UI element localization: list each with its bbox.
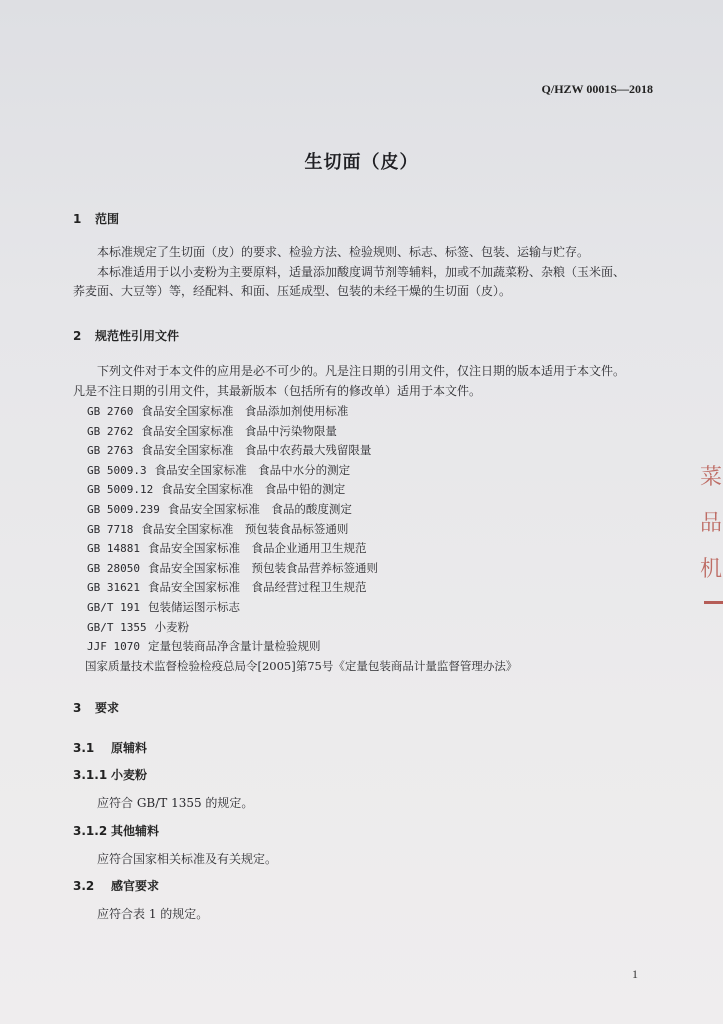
section-title: 规范性引用文件 <box>95 329 180 343</box>
reference-item: GB 5009.3 食品安全国家标准 食品中水分的测定 <box>87 462 351 477</box>
section-title: 范围 <box>95 212 120 226</box>
subsection-3-1-2-heading <box>73 822 159 839</box>
section-number: 2 <box>73 329 82 343</box>
section-3-heading <box>73 699 119 716</box>
subsection-title: 感官要求 <box>111 879 160 893</box>
paragraph-line: 本标准适用于以小麦粉为主要原料，适量添加酸度调节剂等辅料，加或不加蔬菜粉、杂粮（玉米面、 <box>97 264 626 279</box>
subsection-number: 3.1.1 <box>73 768 108 782</box>
subsection-3-1-heading <box>73 739 147 756</box>
section-title: 要求 <box>95 701 120 715</box>
subsection-number: 3.1.2 <box>73 824 108 838</box>
reference-item: GB 2762 食品安全国家标准 食品中污染物限量 <box>87 423 337 438</box>
reference-item: JJF 1070 定量包装商品净含量计量检验规则 <box>87 639 321 654</box>
reference-item: GB 31621 食品安全国家标准 食品经营过程卫生规范 <box>87 580 367 595</box>
reference-item: GB/T 1355 小麦粉 <box>87 619 190 634</box>
subsection-3-2-heading <box>73 877 159 894</box>
section-1-heading <box>73 210 119 227</box>
section-number: 3 <box>73 701 82 715</box>
section-1-body <box>73 243 658 302</box>
paragraph-line: 荞麦面、大豆等）等，经配料、和面、压延成型、包装的未经干燥的生切面（皮）。 <box>73 284 512 298</box>
subsection-title: 原辅料 <box>111 741 148 755</box>
seal-glyph: 品 <box>700 511 723 536</box>
paragraph-line: 下列文件对于本文件的应用是必不可少的。凡是注日期的引用文件，仅注日期的版本适用于本文件。 <box>97 364 626 378</box>
seal-glyph: 机 <box>700 557 723 582</box>
reference-item: GB 14881 食品安全国家标准 食品企业通用卫生规范 <box>87 541 367 556</box>
subsection-title: 小麦粉 <box>111 768 148 782</box>
reference-item: GB 28050 食品安全国家标准 预包装食品营养标签通则 <box>87 560 378 575</box>
reference-item: GB 2763 食品安全国家标准 食品中农药最大残留限量 <box>87 443 372 458</box>
seal-stamp-fragment <box>700 455 723 605</box>
reference-list <box>87 402 517 676</box>
subsection-title: 其他辅料 <box>111 824 160 838</box>
page-number: 1 <box>632 967 638 981</box>
subsection-3-1-2-text: 应符合国家相关标准及有关规定。 <box>97 852 278 866</box>
standard-code: Q/HZW 0001S—2018 <box>541 82 653 96</box>
document-title: 生切面（皮） <box>304 152 419 173</box>
subsection-3-1-1-text: 应符合 GB/T 1355 的规定。 <box>97 796 254 810</box>
reference-item: GB 5009.12 食品安全国家标准 食品中铅的测定 <box>87 482 346 497</box>
subsection-number: 3.2 <box>73 879 95 893</box>
reference-item: GB 7718 食品安全国家标准 预包装食品标签通则 <box>87 521 349 536</box>
reference-item: GB 2760 食品安全国家标准 食品添加剂使用标准 <box>87 404 349 418</box>
section-2-heading <box>73 327 179 344</box>
paragraph-line: 本标准规定了生切面（皮）的要求、检验方法、检验规则、标志、标签、包装、运输与贮存。 <box>97 245 590 259</box>
seal-stamp-bar <box>704 601 723 604</box>
subsection-number: 3.1 <box>73 741 95 755</box>
reference-item: 国家质量技术监督检验检疫总局令[2005]第75号《定量包装商品计量监督管理办法》 <box>85 658 518 673</box>
paragraph-line: 凡是不注日期的引用文件，其最新版本（包括所有的修改单）适用于本文件。 <box>73 383 482 398</box>
section-number: 1 <box>73 212 82 226</box>
subsection-3-1-1-heading <box>73 766 147 783</box>
reference-item: GB/T 191 包装储运图示标志 <box>87 599 240 614</box>
section-2-body <box>73 362 658 401</box>
seal-glyph: 菜 <box>700 465 723 490</box>
subsection-3-2-text: 应符合表 1 的规定。 <box>97 907 209 921</box>
reference-item: GB 5009.239 食品安全国家标准 食品的酸度测定 <box>87 501 352 516</box>
